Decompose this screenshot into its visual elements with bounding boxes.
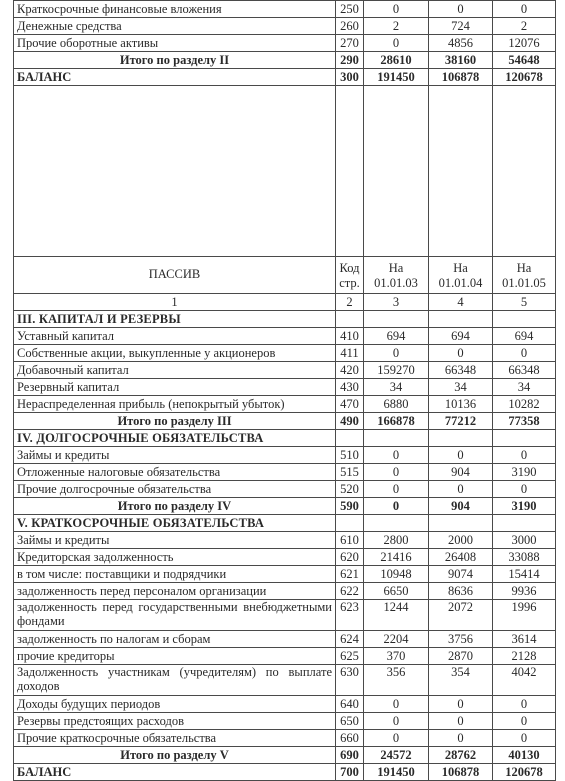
value-2005: 34 [493,379,556,396]
value-2005: 120678 [493,69,556,86]
value-2004: 0 [429,713,493,730]
liabilities-title: ПАССИВ [14,257,336,294]
row-code: 430 [336,379,364,396]
value-2003: 34 [364,379,429,396]
section-title: V. КРАТКОСРОЧНЫЕ ОБЯЗАТЕЛЬСТВА [14,515,336,532]
row-label: Резервный капитал [14,379,336,396]
row-code: 650 [336,713,364,730]
value-2004: 2870 [429,648,493,665]
table-row [14,481,556,498]
value-2003: 2800 [364,532,429,549]
value-2004: 106878 [429,69,493,86]
row-code: 623 [336,600,364,631]
row-label: Итого по разделу V [14,747,336,764]
row-code: 250 [336,1,364,18]
value-2005: 0 [493,1,556,18]
table-row [14,583,556,600]
value-2003: 191450 [364,69,429,86]
value-2005: 2 [493,18,556,35]
value-2005: 66348 [493,362,556,379]
value-2005: 0 [493,730,556,747]
row-code: 625 [336,648,364,665]
row-code: 700 [336,764,364,781]
header-row [14,257,556,294]
value-2004: 77212 [429,413,493,430]
col2-header: На 01.01.04 [429,257,493,294]
value-2003: 191450 [364,764,429,781]
value-2004: 66348 [429,362,493,379]
table-row [14,665,556,696]
section-header-row [14,430,556,447]
value-2004: 38160 [429,52,493,69]
value-2004: 106878 [429,764,493,781]
table-row [14,447,556,464]
empty-cell [364,430,429,447]
table-row [14,566,556,583]
row-label: задолженность перед государственными внебюджетными фондами [14,600,336,631]
section-header-row [14,515,556,532]
value-2003: 0 [364,498,429,515]
total-row [14,52,556,69]
value-2003: 356 [364,665,429,696]
empty-cell [429,311,493,328]
row-code: 270 [336,35,364,52]
section-header-row [14,311,556,328]
empty-cell [493,311,556,328]
row-code: 620 [336,549,364,566]
value-2004: 724 [429,18,493,35]
row-label: Прочие долгосрочные обязательства [14,481,336,498]
col3-header: На 01.01.05 [493,257,556,294]
value-2004: 2072 [429,600,493,631]
value-2003: 2204 [364,631,429,648]
row-label: прочие кредиторы [14,648,336,665]
row-code: 520 [336,481,364,498]
asset-rows [14,1,556,86]
empty-cell [429,515,493,532]
liability-rows [14,311,556,781]
balance-total-row [14,764,556,781]
value-2003: 0 [364,345,429,362]
col-number: 2 [336,294,364,311]
value-2004: 4856 [429,35,493,52]
row-code: 622 [336,583,364,600]
value-2003: 0 [364,730,429,747]
table-row [14,396,556,413]
row-label: Резервы предстоящих расходов [14,713,336,730]
value-2004: 2000 [429,532,493,549]
empty-cell [493,430,556,447]
value-2003: 24572 [364,747,429,764]
value-2003: 370 [364,648,429,665]
value-2003: 166878 [364,413,429,430]
value-2005: 12076 [493,35,556,52]
balance-total-row [14,69,556,86]
row-label: Собственные акции, выкупленные у акционеров [14,345,336,362]
value-2005: 1996 [493,600,556,631]
value-2003: 0 [364,35,429,52]
value-2003: 0 [364,696,429,713]
row-code: 490 [336,413,364,430]
table-row [14,600,556,631]
value-2005: 4042 [493,665,556,696]
row-label: задолженность перед персоналом организации [14,583,336,600]
row-label: Итого по разделу III [14,413,336,430]
value-2004: 28762 [429,747,493,764]
row-code: 515 [336,464,364,481]
value-2003: 159270 [364,362,429,379]
value-2003: 0 [364,464,429,481]
value-2005: 0 [493,447,556,464]
value-2003: 6650 [364,583,429,600]
value-2004: 0 [429,730,493,747]
value-2004: 26408 [429,549,493,566]
value-2005: 120678 [493,764,556,781]
value-2004: 8636 [429,583,493,600]
col-number: 5 [493,294,556,311]
row-code: 510 [336,447,364,464]
empty-cell [336,430,364,447]
row-label: Итого по разделу IV [14,498,336,515]
row-label: БАЛАНС [14,764,336,781]
value-2004: 694 [429,328,493,345]
col-number: 4 [429,294,493,311]
value-2004: 904 [429,464,493,481]
row-label: Займы и кредиты [14,532,336,549]
gap-row [14,86,556,257]
row-label: Нераспределенная прибыль (непокрытый убыток) [14,396,336,413]
empty-cell [336,515,364,532]
table-row [14,713,556,730]
row-label: Итого по разделу II [14,52,336,69]
row-label: Кредиторская задолженность [14,549,336,566]
value-2005: 694 [493,328,556,345]
empty-cell [364,311,429,328]
table-row [14,730,556,747]
value-2005: 54648 [493,52,556,69]
empty-cell [364,515,429,532]
value-2005: 10282 [493,396,556,413]
value-2005: 33088 [493,549,556,566]
row-label: Займы и кредиты [14,447,336,464]
value-2004: 34 [429,379,493,396]
row-label: Отложенные налоговые обязательства [14,464,336,481]
value-2003: 0 [364,481,429,498]
row-code: 410 [336,328,364,345]
row-label: Денежные средства [14,18,336,35]
row-code: 660 [336,730,364,747]
value-2003: 10948 [364,566,429,583]
value-2004: 354 [429,665,493,696]
value-2003: 28610 [364,52,429,69]
table-row [14,549,556,566]
value-2003: 0 [364,447,429,464]
row-code: 630 [336,665,364,696]
value-2004: 9074 [429,566,493,583]
value-2005: 3190 [493,464,556,481]
table-row [14,464,556,481]
table-row [14,328,556,345]
value-2003: 21416 [364,549,429,566]
balance-table [13,0,556,781]
row-code: 610 [336,532,364,549]
row-code: 290 [336,52,364,69]
value-2005: 15414 [493,566,556,583]
value-2005: 2128 [493,648,556,665]
value-2004: 0 [429,345,493,362]
total-row [14,413,556,430]
row-label: Доходы будущих периодов [14,696,336,713]
table-row [14,631,556,648]
total-row [14,747,556,764]
row-code: 300 [336,69,364,86]
col-number: 1 [14,294,336,311]
value-2005: 0 [493,345,556,362]
value-2003: 0 [364,713,429,730]
row-label: Прочие краткосрочные обязательства [14,730,336,747]
table-row [14,1,556,18]
col1-header: На 01.01.03 [364,257,429,294]
value-2004: 0 [429,696,493,713]
row-code: 590 [336,498,364,515]
column-numbers-row [14,294,556,311]
row-code: 260 [336,18,364,35]
empty-cell [429,430,493,447]
row-label: Задолженность участникам (учредителям) по выплате доходов [14,665,336,696]
table-row [14,696,556,713]
value-2003: 2 [364,18,429,35]
value-2004: 10136 [429,396,493,413]
row-label: Уставный капитал [14,328,336,345]
row-code: 470 [336,396,364,413]
value-2003: 0 [364,1,429,18]
value-2005: 0 [493,696,556,713]
table-row [14,345,556,362]
value-2003: 6880 [364,396,429,413]
section-title: III. КАПИТАЛ И РЕЗЕРВЫ [14,311,336,328]
table-row [14,35,556,52]
row-code: 624 [336,631,364,648]
row-code: 640 [336,696,364,713]
table-row [14,362,556,379]
table-row [14,18,556,35]
code-header: Код стр. [336,257,364,294]
value-2005: 40130 [493,747,556,764]
row-code: 690 [336,747,364,764]
empty-cell [493,515,556,532]
row-label: в том числе: поставщики и подрядчики [14,566,336,583]
row-code: 621 [336,566,364,583]
value-2003: 1244 [364,600,429,631]
value-2005: 3190 [493,498,556,515]
value-2004: 904 [429,498,493,515]
col-number: 3 [364,294,429,311]
value-2004: 0 [429,447,493,464]
table-row [14,648,556,665]
section-title: IV. ДОЛГОСРОЧНЫЕ ОБЯЗАТЕЛЬСТВА [14,430,336,447]
row-label: Добавочный капитал [14,362,336,379]
value-2005: 3614 [493,631,556,648]
value-2004: 3756 [429,631,493,648]
value-2004: 0 [429,1,493,18]
row-code: 411 [336,345,364,362]
table-row [14,532,556,549]
value-2005: 0 [493,481,556,498]
empty-cell [336,311,364,328]
value-2005: 77358 [493,413,556,430]
value-2005: 0 [493,713,556,730]
table-row [14,379,556,396]
value-2005: 3000 [493,532,556,549]
row-label: Прочие оборотные активы [14,35,336,52]
value-2005: 9936 [493,583,556,600]
value-2004: 0 [429,481,493,498]
row-label: задолженность по налогам и сборам [14,631,336,648]
gap-section [14,86,556,311]
row-label: БАЛАНС [14,69,336,86]
value-2003: 694 [364,328,429,345]
row-label: Краткосрочные финансовые вложения [14,1,336,18]
total-row [14,498,556,515]
row-code: 420 [336,362,364,379]
